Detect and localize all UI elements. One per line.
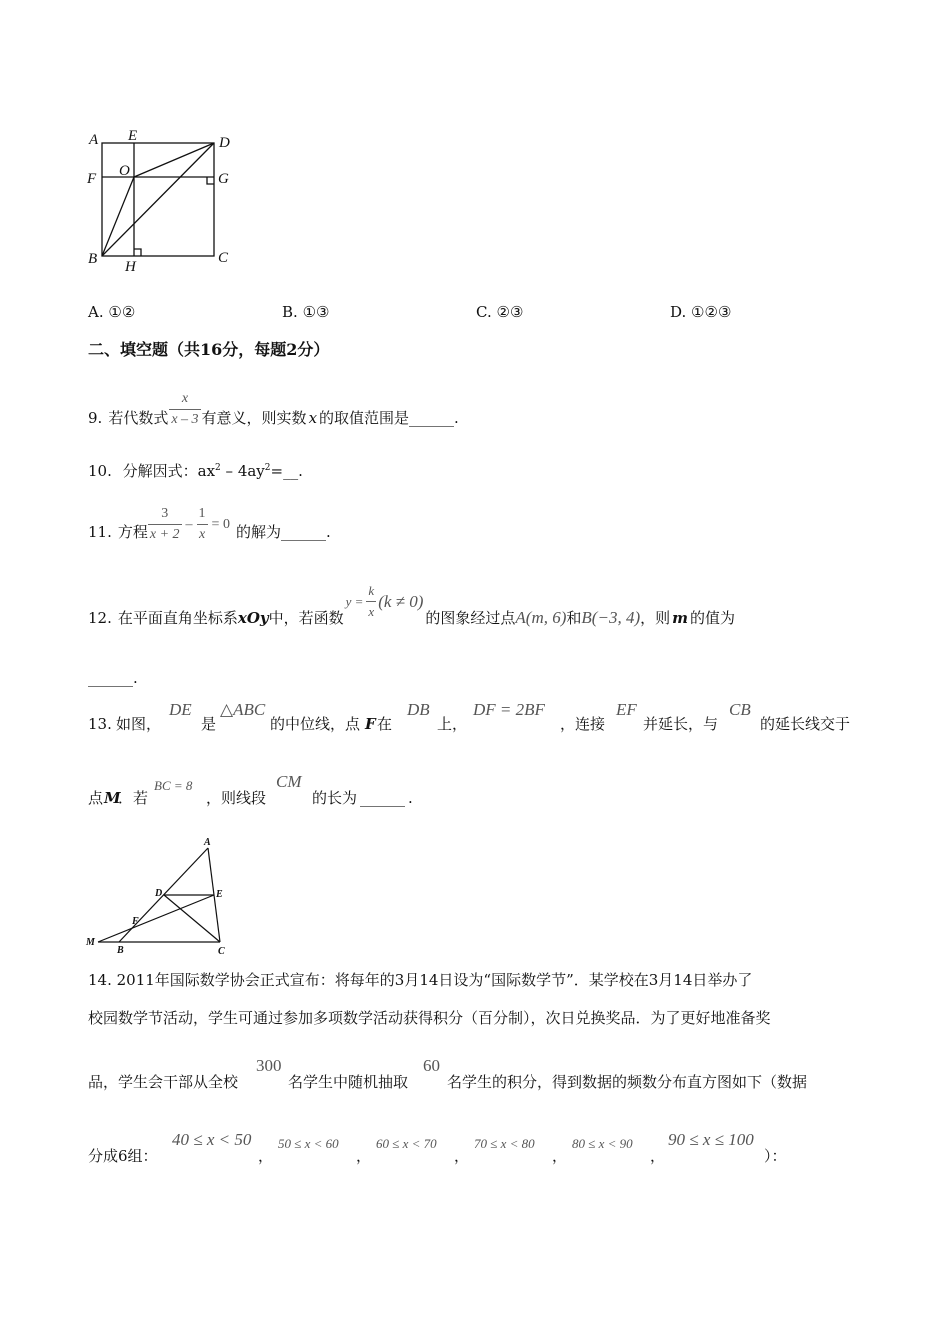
label-C: C bbox=[218, 946, 225, 957]
q12-and: 和 bbox=[566, 609, 582, 627]
q13-ef: EF bbox=[616, 700, 637, 719]
option-d-letter: D. bbox=[670, 303, 687, 321]
q13-on: 在 bbox=[377, 715, 393, 733]
q13-post: 的长为 bbox=[312, 789, 358, 807]
q14-line4-pre: 分成6组： bbox=[88, 1147, 158, 1165]
q9-fraction bbox=[169, 389, 200, 430]
q14-sep-3: ， bbox=[454, 1147, 470, 1165]
option-a[interactable] bbox=[88, 302, 135, 322]
q9-post2: 的取值范围是 bbox=[319, 409, 410, 427]
question-12 bbox=[88, 578, 735, 628]
q14-line-4 bbox=[88, 1128, 868, 1168]
q12-blank[interactable]: ______ bbox=[88, 669, 133, 687]
triangle-figure bbox=[82, 834, 242, 958]
option-a-letter: A. bbox=[88, 303, 104, 321]
q13-mid4: 的延长线交于 bbox=[760, 715, 851, 733]
q10-post: = bbox=[270, 462, 284, 480]
q11-pre: 方程 bbox=[117, 523, 148, 541]
q12-fn-den: x bbox=[366, 601, 376, 622]
q11-number: 11. bbox=[88, 523, 112, 541]
q11-minus: – bbox=[185, 516, 193, 532]
q13-mid3: 并延长，与 bbox=[643, 715, 719, 733]
q14-range-1: 40 ≤ x < 50 bbox=[172, 1130, 252, 1149]
q9-post: 有意义，则实数 bbox=[201, 409, 307, 427]
q14-sep-2: ， bbox=[356, 1147, 372, 1165]
q10-end: . bbox=[298, 462, 303, 480]
q14-range-2: 50 ≤ x < 60 bbox=[278, 1136, 339, 1151]
q12-fn-num: k bbox=[368, 583, 375, 598]
q10-pre: 分解因式：ax bbox=[122, 462, 216, 480]
q13-m: M bbox=[104, 789, 121, 807]
q13-is: 是 bbox=[201, 715, 217, 733]
section-heading: 二、填空题（共16分，每题2分） bbox=[88, 340, 330, 359]
label-E: E bbox=[216, 889, 223, 900]
right-angle-H bbox=[134, 249, 141, 256]
q12-pre: 在平面直角坐标系 bbox=[117, 609, 238, 627]
label-E: E bbox=[128, 128, 138, 144]
q13-mid1: 的中位线，点 bbox=[270, 715, 361, 733]
q14-line-1: 14. 2011年国际数学协会正式宣布：将每年的3月14日设为“国际数学节”．某学校在3月14日举办了 bbox=[88, 971, 753, 989]
question-13 bbox=[88, 700, 868, 738]
q11-equation bbox=[148, 504, 230, 545]
q13-number: 13. bbox=[88, 715, 112, 733]
option-c-letter: C. bbox=[476, 303, 492, 321]
q12-fn-y: y = bbox=[345, 593, 364, 609]
q11-f1-num: 3 bbox=[161, 506, 169, 521]
q12-fn-frac bbox=[366, 581, 376, 622]
label-H: H bbox=[125, 259, 136, 275]
q11-eq: = 0 bbox=[211, 516, 230, 532]
q12-fn-cond: (k ≠ 0) bbox=[378, 591, 424, 611]
q12-mid2: 的图象经过点 bbox=[425, 609, 516, 627]
q14-line-3 bbox=[88, 1052, 868, 1092]
q13-ruo: ．若 bbox=[118, 789, 149, 807]
q12-post: 的值为 bbox=[690, 609, 736, 627]
square-figure bbox=[82, 125, 242, 277]
q13-line-2 bbox=[88, 772, 488, 812]
label-A: A bbox=[89, 132, 99, 148]
label-F: F bbox=[132, 916, 139, 927]
label-F: F bbox=[87, 171, 97, 187]
q11-post: 的解为 bbox=[235, 523, 281, 541]
option-b-letter: B. bbox=[282, 303, 298, 321]
q12-mid: 中，若函数 bbox=[268, 609, 344, 627]
q12-end: . bbox=[133, 669, 138, 687]
q9-number: 9. bbox=[88, 409, 103, 427]
q11-f2-num: 1 bbox=[198, 506, 206, 521]
q13-eq2: BC = 8 bbox=[154, 778, 193, 793]
q12-mid3: ，则 bbox=[640, 609, 671, 627]
question-10 bbox=[88, 458, 303, 481]
label-M: M bbox=[86, 937, 95, 948]
q10-mid: – 4ay bbox=[220, 462, 265, 480]
q9-end: . bbox=[454, 409, 459, 427]
q10-sup2: 2 bbox=[264, 463, 271, 473]
q13-de: DE bbox=[169, 700, 192, 719]
label-C: C bbox=[218, 250, 229, 266]
q11-end: . bbox=[325, 523, 331, 541]
q14-line3-post: 名学生的积分，得到数据的频数分布直方图如下（数据 bbox=[447, 1073, 808, 1091]
option-d[interactable] bbox=[670, 302, 731, 322]
label-B: B bbox=[88, 251, 98, 267]
segment-OD bbox=[134, 143, 214, 177]
q14-sample: 60 bbox=[423, 1056, 440, 1075]
q14-range-4: 70 ≤ x < 80 bbox=[474, 1136, 535, 1151]
q13-cm: CM bbox=[276, 772, 302, 791]
q14-sep-4: ， bbox=[552, 1147, 568, 1165]
q13-mid5: ，则线段 bbox=[206, 789, 267, 807]
q14-sep-1: ， bbox=[258, 1147, 274, 1165]
q14-range-3: 60 ≤ x < 70 bbox=[376, 1136, 437, 1151]
q12-var: m bbox=[672, 609, 688, 627]
label-A: A bbox=[204, 837, 211, 848]
question-9 bbox=[88, 378, 459, 428]
q14-line3-mid: 名学生中随机抽取 bbox=[288, 1073, 409, 1091]
segment-DC bbox=[164, 895, 220, 942]
q13-db: DB bbox=[407, 700, 430, 719]
q12-sys: xOy bbox=[237, 609, 269, 627]
q14-range-5: 80 ≤ x < 90 bbox=[572, 1136, 633, 1151]
q13-f: F bbox=[365, 715, 376, 733]
q9-blank[interactable]: ______ bbox=[409, 409, 455, 427]
question-11 bbox=[88, 492, 331, 542]
label-D: D bbox=[155, 888, 163, 899]
q14-sep-5: ， bbox=[650, 1147, 666, 1165]
q9-var: x bbox=[308, 409, 318, 427]
q13-eq1: DF = 2BF bbox=[473, 700, 545, 719]
option-c-text: ②③ bbox=[496, 303, 524, 321]
q11-frac-2 bbox=[197, 504, 208, 545]
q14-range-6: 90 ≤ x ≤ 100 bbox=[668, 1130, 754, 1149]
option-c[interactable] bbox=[476, 302, 523, 322]
option-a-text: ①② bbox=[108, 303, 136, 321]
right-angle-G bbox=[207, 177, 214, 184]
q13-blank[interactable]: ______ bbox=[360, 789, 405, 807]
q12-point-a: A(m, 6) bbox=[515, 608, 567, 627]
q11-frac-1 bbox=[148, 504, 182, 545]
q12-answer-line bbox=[88, 668, 138, 688]
q11-blank[interactable]: ______ bbox=[280, 523, 326, 541]
q9-pre: 若代数式 bbox=[108, 409, 169, 427]
q9-frac-num: x bbox=[181, 391, 189, 406]
q13-up: 上， bbox=[437, 715, 468, 733]
segment-BD bbox=[102, 143, 214, 256]
q10-blank[interactable]: __ bbox=[283, 462, 299, 480]
option-d-text: ①②③ bbox=[691, 303, 732, 321]
q10-sup1: 2 bbox=[215, 463, 221, 473]
q12-point-b: B(−3, 4) bbox=[581, 608, 641, 627]
q13-end: . bbox=[408, 789, 413, 807]
q14-line-2: 校园数学节活动，学生可通过参加多项数学活动获得积分（百分制），次日兑换奖品．为了更好地准备奖 bbox=[88, 1009, 771, 1027]
q12-number: 12. bbox=[88, 609, 112, 627]
q13-line2-pre: 点 bbox=[88, 789, 104, 807]
q11-f2-den: x bbox=[197, 524, 208, 545]
label-O: O bbox=[119, 163, 130, 179]
q14-line3-pre: 品，学生会干部从全校 bbox=[88, 1073, 239, 1091]
q12-function bbox=[346, 581, 424, 622]
segment-BO bbox=[102, 177, 134, 256]
q10-number: 10. bbox=[88, 462, 112, 480]
q14-line4-end: ）： bbox=[764, 1147, 787, 1165]
q13-mid2: ，连接 bbox=[560, 715, 606, 733]
label-B: B bbox=[117, 945, 124, 956]
option-b[interactable] bbox=[282, 302, 329, 322]
q13-pre: 如图， bbox=[116, 715, 162, 733]
q14-total: 300 bbox=[256, 1056, 282, 1075]
q13-cb: CB bbox=[729, 700, 751, 719]
label-D: D bbox=[219, 135, 230, 151]
q11-f1-den: x + 2 bbox=[148, 524, 182, 545]
q13-triangle: △ABC bbox=[220, 700, 266, 719]
label-G: G bbox=[218, 171, 229, 187]
option-b-text: ①③ bbox=[302, 303, 330, 321]
q9-frac-den: x – 3 bbox=[169, 409, 200, 430]
